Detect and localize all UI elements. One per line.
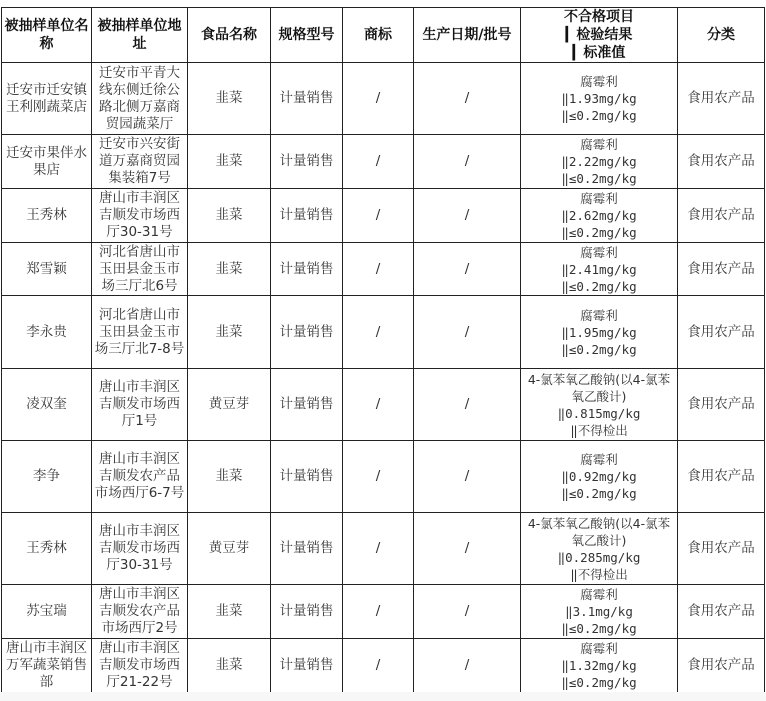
- cell-spec: 计量销售: [271, 296, 343, 369]
- standard-value: ‖≤0.2mg/kg: [561, 341, 637, 357]
- cell-spec: 计量销售: [271, 639, 343, 693]
- cell-unit-name: 苏宝瑞: [2, 585, 92, 639]
- cell-food-name: 韭菜: [188, 639, 271, 693]
- cell-production-date: /: [414, 135, 521, 189]
- cell-category: 食用农产品: [678, 296, 765, 369]
- cell-production-date: /: [414, 369, 521, 441]
- standard-value: ‖≤0.2mg/kg: [561, 621, 637, 636]
- cell-result: [521, 369, 678, 441]
- cell-result: [521, 585, 678, 639]
- cell-brand: /: [343, 189, 414, 243]
- cell-result: [521, 513, 678, 585]
- cell-unit-name: 凌双奎: [2, 369, 92, 441]
- cell-production-date: /: [414, 585, 521, 639]
- failed-item: 4-氯苯氧乙酸钠(以4-氯苯氧乙酸计): [527, 371, 671, 404]
- cell-food-name: 韭菜: [188, 135, 271, 189]
- header-date: 生产日期/批号: [414, 8, 521, 63]
- cell-unit-address: 河北省唐山市玉田县金玉市场三厅北7-8号: [92, 296, 188, 369]
- cell-unit-address: 唐山市丰润区吉顺发农产品市场西厅2号: [92, 585, 188, 639]
- cell-food-name: 韭菜: [188, 63, 271, 135]
- standard-value: ‖≤0.2mg/kg: [561, 225, 637, 240]
- cell-result: [521, 441, 678, 513]
- cell-category: 食用农产品: [678, 135, 765, 189]
- cell-brand: /: [343, 441, 414, 513]
- failed-item: 腐霉利: [580, 244, 618, 260]
- failed-item: 腐霉利: [580, 641, 618, 656]
- test-result: ‖3.1mg/kg: [565, 604, 633, 619]
- header-unit-address: 被抽样单位地址: [92, 8, 188, 63]
- cell-result: [521, 63, 678, 135]
- cell-category: 食用农产品: [678, 243, 765, 296]
- header-spec: 规格型号: [271, 8, 343, 63]
- cell-food-name: 韭菜: [188, 585, 271, 639]
- cell-food-name: 韭菜: [188, 441, 271, 513]
- table-row: [2, 513, 765, 585]
- cell-food-name: 黄豆芽: [188, 513, 271, 585]
- cell-unit-address: 唐山市丰润区吉顺发市场西厅30-31号: [92, 513, 188, 585]
- cell-unit-name: 李永贵: [2, 296, 92, 369]
- cell-category: 食用农产品: [678, 63, 765, 135]
- test-result: ‖2.22mg/kg: [561, 154, 637, 169]
- header-brand: 商标: [343, 8, 414, 63]
- cell-unit-name: 郑雪颖: [2, 243, 92, 296]
- cell-food-name: 韭菜: [188, 243, 271, 296]
- test-result: ‖0.92mg/kg: [561, 469, 637, 484]
- test-result: ‖0.815mg/kg: [557, 405, 641, 421]
- cell-food-name: 黄豆芽: [188, 369, 271, 441]
- header-unit-name: 被抽样单位名称: [2, 8, 92, 63]
- cell-brand: /: [343, 135, 414, 189]
- page-bottom-strip: [0, 692, 766, 701]
- failed-item: 腐霉利: [580, 307, 618, 323]
- cell-category: 食用农产品: [678, 189, 765, 243]
- cell-unit-name: 王秀林: [2, 513, 92, 585]
- test-result: ‖1.32mg/kg: [561, 658, 637, 673]
- cell-production-date: /: [414, 639, 521, 693]
- cell-unit-name: 李争: [2, 441, 92, 513]
- cell-category: 食用农产品: [678, 639, 765, 693]
- cell-spec: 计量销售: [271, 189, 343, 243]
- header-result-line: ▎检验结果: [565, 27, 633, 43]
- cell-production-date: /: [414, 513, 521, 585]
- cell-result: [521, 189, 678, 243]
- cell-spec: 计量销售: [271, 135, 343, 189]
- cell-unit-address: 迁安市平青大线东侧迁徐公路北侧万嘉商贸园蔬菜厅: [92, 63, 188, 135]
- cell-spec: 计量销售: [271, 243, 343, 296]
- cell-production-date: /: [414, 63, 521, 135]
- cell-unit-name: 迁安市果伴水果店: [2, 135, 92, 189]
- table-row: [2, 585, 765, 639]
- cell-category: 食用农产品: [678, 441, 765, 513]
- cell-brand: /: [343, 585, 414, 639]
- cell-spec: 计量销售: [271, 63, 343, 135]
- cell-unit-address: 唐山市丰润区吉顺发市场西厅1号: [92, 369, 188, 441]
- test-result: ‖2.62mg/kg: [561, 208, 637, 223]
- cell-brand: /: [343, 63, 414, 135]
- failed-item: 腐霉利: [580, 191, 618, 206]
- cell-result: [521, 296, 678, 369]
- standard-value: ‖≤0.2mg/kg: [561, 486, 637, 501]
- test-result: ‖1.95mg/kg: [561, 324, 637, 340]
- cell-food-name: 韭菜: [188, 296, 271, 369]
- cell-spec: 计量销售: [271, 441, 343, 513]
- table-header-row: [2, 8, 765, 63]
- header-food-name: 食品名称: [188, 8, 271, 63]
- table-row: [2, 296, 765, 369]
- failed-item: 4-氯苯氧乙酸钠(以4-氯苯氧乙酸计): [527, 515, 671, 548]
- cell-food-name: 韭菜: [188, 189, 271, 243]
- cell-unit-name: 王秀林: [2, 189, 92, 243]
- cell-unit-address: 迁安市兴安街道万嘉商贸园集装箱7号: [92, 135, 188, 189]
- cell-category: 食用农产品: [678, 369, 765, 441]
- header-category: 分类: [678, 8, 765, 63]
- cell-brand: /: [343, 513, 414, 585]
- cell-brand: /: [343, 369, 414, 441]
- cell-spec: 计量销售: [271, 585, 343, 639]
- header-result-line: ▎标准值: [572, 45, 626, 61]
- standard-value: ‖≤0.2mg/kg: [561, 171, 637, 186]
- standard-value: ‖≤0.2mg/kg: [561, 278, 637, 294]
- cell-spec: 计量销售: [271, 513, 343, 585]
- cell-brand: /: [343, 639, 414, 693]
- standard-value: ‖≤0.2mg/kg: [561, 675, 637, 690]
- cell-unit-address: 河北省唐山市玉田县金玉市场三厅北6号: [92, 243, 188, 296]
- table-row: [2, 135, 765, 189]
- header-result-line: 不合格项目: [564, 9, 634, 25]
- table-row: [2, 243, 765, 296]
- cell-result: [521, 135, 678, 189]
- failed-item: 腐霉利: [580, 452, 618, 467]
- standard-value: ‖≤0.2mg/kg: [561, 108, 637, 123]
- cell-brand: /: [343, 243, 414, 296]
- table-row: [2, 63, 765, 135]
- failed-item: 腐霉利: [580, 587, 618, 602]
- standard-value: ‖不得检出: [570, 422, 628, 438]
- header-result: [521, 8, 678, 63]
- cell-result: [521, 243, 678, 296]
- table-row: [2, 639, 765, 693]
- standard-value: ‖不得检出: [570, 566, 628, 582]
- inspection-results-table: [1, 7, 765, 693]
- cell-result: [521, 639, 678, 693]
- cell-category: 食用农产品: [678, 513, 765, 585]
- cell-production-date: /: [414, 243, 521, 296]
- cell-production-date: /: [414, 441, 521, 513]
- test-result: ‖0.285mg/kg: [557, 549, 641, 565]
- failed-item: 腐霉利: [580, 137, 618, 152]
- cell-unit-address: 唐山市丰润区吉顺发市场西厅30-31号: [92, 189, 188, 243]
- cell-brand: /: [343, 296, 414, 369]
- cell-category: 食用农产品: [678, 585, 765, 639]
- cell-unit-address: 唐山市丰润区吉顺发农产品市场西厅6-7号: [92, 441, 188, 513]
- table-row: [2, 189, 765, 243]
- test-result: ‖2.41mg/kg: [561, 261, 637, 277]
- test-result: ‖1.93mg/kg: [561, 91, 637, 106]
- cell-unit-name: 迁安市迁安镇王利刚蔬菜店: [2, 63, 92, 135]
- cell-unit-address: 唐山市丰润区吉顺发市场西厅21-22号: [92, 639, 188, 693]
- table-row: [2, 441, 765, 513]
- table-row: [2, 369, 765, 441]
- cell-spec: 计量销售: [271, 369, 343, 441]
- cell-unit-name: 唐山市丰润区万军蔬菜销售部: [2, 639, 92, 693]
- failed-item: 腐霉利: [580, 74, 618, 89]
- cell-production-date: /: [414, 296, 521, 369]
- cell-production-date: /: [414, 189, 521, 243]
